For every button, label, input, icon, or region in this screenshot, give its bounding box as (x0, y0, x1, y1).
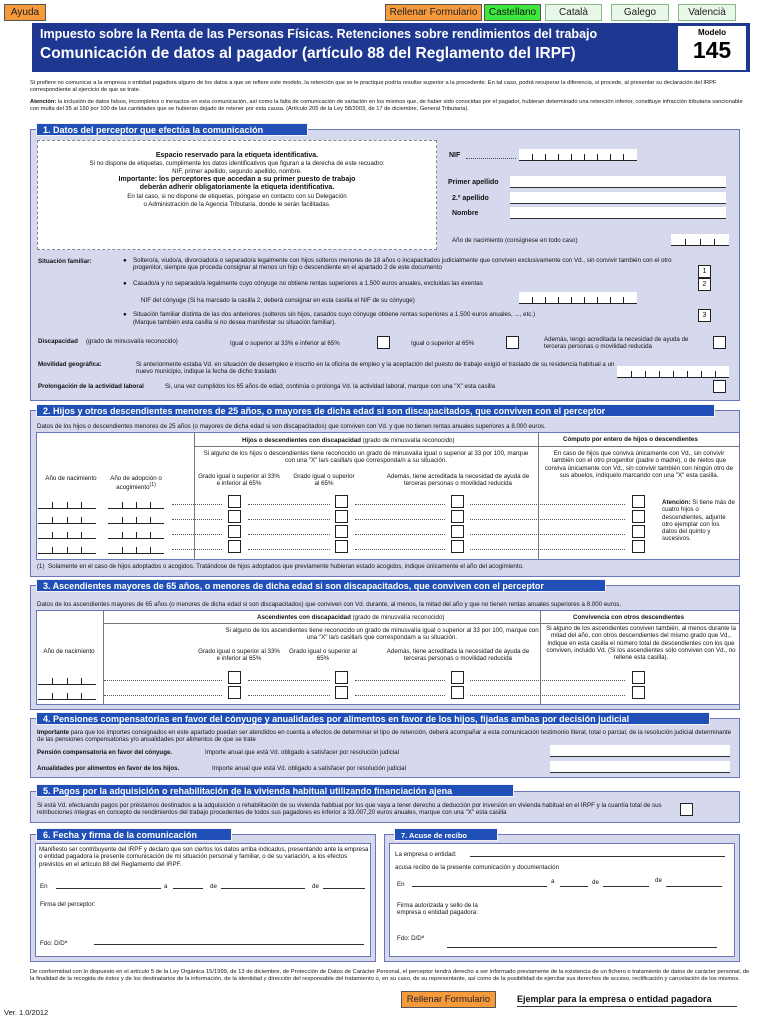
movilidad-fecha-input[interactable] (617, 366, 729, 378)
s6-text: Manifiesto ser contribuyente del IRPF y declaro que son ciertos los datos arriba indicados, presentando ante la empresa o entidad pagadora la presente comunicación de mi situación personal y familiar, o de su variación, a los efectos previstos en el artículo 88 del Reglamento del IRPF. (39, 846, 369, 868)
s3-col-33: Grado igual o superior al 33% e inferior al 65% (198, 648, 280, 663)
s4-pension-text: Importe anual que está Vd. obligado a satisfacer por resolución judicial (205, 749, 399, 756)
s2-row4-ayuda[interactable] (451, 540, 464, 553)
modelo-number: 145 (692, 37, 732, 63)
s7-en: En (397, 881, 405, 888)
section-1-title: 1. Datos del perceptor que efectúa la comunicación (36, 123, 308, 136)
bullet-2: ● (123, 280, 127, 287)
s2-col-adopcion (104, 475, 168, 492)
apellido2-label: 2.º apellido (452, 195, 489, 202)
s2-row4-computo[interactable] (632, 540, 645, 553)
s3-disc-header-title: Ascendientes con discapacidad (257, 614, 351, 621)
situacion-label: Situación familiar: (38, 258, 92, 265)
s2-row2-dots4 (470, 519, 625, 520)
s2-footnote-mark: (1) (37, 563, 45, 570)
etiqueta-line6: o Administración de la Agencia Tributaria, donde le serán facilitadas. (143, 201, 331, 208)
s2-row2-dots3 (355, 519, 445, 520)
disc-65-label: Igual o superior al 65% (411, 340, 475, 347)
s2-row1-dots3 (355, 504, 445, 505)
s2-row2-33[interactable] (228, 510, 241, 523)
etiqueta-importante: Importante: los perceptores que accedan a su primer puesto de trabajo (118, 176, 356, 183)
s7-acusa: acusa recibo de la presente comunicación y documentación (395, 864, 560, 871)
s6-en: En (40, 883, 48, 890)
etiqueta-line5: En tal caso, si no dispone de etiquetas, póngase en contacto con su Delegación (127, 193, 347, 200)
s6-a: a (164, 883, 168, 890)
s3-row2-dots2 (248, 695, 330, 696)
situacion-3-text: Situación familiar distinta de las dos anteriores (solteros sin hijos, casados cuyo cónyuge obtiene rentas superiores a 1.500 euros anuales, ..., etc.) (133, 311, 536, 318)
s3-row2-ayuda[interactable] (451, 686, 464, 699)
s2-row4-nacimiento[interactable] (38, 542, 96, 554)
situacion-3-checkbox[interactable]: 3 (698, 309, 711, 322)
s4-anual-text: Importe anual que está Vd. obligado a satisfacer por resolución judicial (212, 765, 406, 772)
prolongacion-text: Si, una vez cumplidos los 65 años de edad, continúa o prolonga Vd. la actividad laboral, marque con una "X" esta casilla (165, 383, 496, 390)
s2-row4-dots2 (248, 549, 330, 550)
s5-text: Si está Vd. efectuando pagos por préstamos destinados a la adquisición o rehabilitación de su vivienda habitual por los que vaya a tener derecho a deducción por inversión en vivienda habitual en el IRPF y la cuantía total de sus retribuciones íntegras en concepto de rendimientos del trabajo procedentes de todos sus pagadores es inferior a 33.007,20 euros anuales, marque con una "X" esta casilla (37, 802, 662, 817)
s6-firma: Firma del perceptor: (40, 901, 96, 908)
etiqueta-importante2: deberán adherir obligatoriamente la etiqueta identificativa. (139, 184, 335, 191)
s3-row2-dots4 (470, 695, 625, 696)
s2-col-ayuda: Además, tiene acreditada la necesidad de ayuda de terceras personas o movilidad reducida (386, 473, 530, 488)
s7-a: a (551, 878, 555, 885)
s2-disc-header (242, 437, 455, 444)
s3-col-65: Grado igual o superior al 65% (289, 648, 357, 663)
nacimiento-input[interactable] (671, 234, 729, 246)
s2-row1-nacimiento[interactable] (38, 497, 96, 509)
s3-row1-dots2 (248, 680, 330, 681)
s4-pension-input[interactable] (550, 745, 730, 757)
s6-fdo: Fdo: D/Dª (40, 940, 68, 947)
s3-row1-dots1 (104, 680, 222, 681)
header-line2: Comunicación de datos al pagador (artículo 88 del Reglamento del IRPF) (40, 45, 576, 62)
situacion-1-text: Soltero/a, viudo/a, divorciado/a o separado/a legalmente con hijos solteros menores de 18 años o incapacitados judicialmente que conviven exclusivamente con Vd., sin convivir también con el otro progenitor, siempre que proceda consignar al menos un hijo o descendiente en el apartado 2 de este documento (133, 257, 672, 272)
section-3-intro: Datos de los ascendientes mayores de 65 años (o menores de dicha edad si son discapacitados) que conviven con Vd. durante, al menos, la mitad del año y que no tienen rentas anuales superiores a 8.000 euros. (37, 601, 622, 608)
s2-atencion-label: Atención: (662, 499, 691, 506)
s2-row3-dots4 (470, 534, 625, 535)
s7-anio-input[interactable] (666, 886, 722, 887)
etiqueta-title: Espacio reservado para la etiqueta identificativa. (155, 152, 319, 159)
nombre-input[interactable] (510, 207, 726, 219)
etiqueta-line1: Si no dispone de etiquetas, cumplimente los datos identificativos que figuran a la derecha de este recuadro: (89, 160, 385, 167)
nacimiento-label: Año de nacimiento (consignese en todo caso) (452, 237, 578, 244)
s2-col-33: Grado igual o superior al 33% e inferior al 65% (198, 473, 280, 488)
lang-catala[interactable]: Català (545, 4, 602, 21)
s2-row1-65[interactable] (335, 495, 348, 508)
s4-importante (37, 729, 737, 744)
bullet-1: ● (123, 257, 127, 264)
s6-anio-input[interactable] (323, 888, 365, 889)
atencion-label: Atención: (30, 99, 57, 105)
s6-fdo-input[interactable] (94, 944, 364, 945)
s2-row1-dots2 (248, 504, 330, 505)
s7-fdo-input[interactable] (447, 947, 717, 948)
s2-footnote-text: Solamente en el caso de hijos adoptados o acogidos. Tratándose de hijos adoptados que previamente hubieran estado acogidos, indique únicamente el año del acogimiento. (48, 563, 524, 570)
s3-conv-text: Si alguno de los ascendientes conviven también, al menos durante la mitad del año, con otros descendientes del mismo grado que Vd., indique en esta casilla el número total de descendientes con los que conviven, incluido Vd. (Si los ascendientes sólo conviven con Vd., no rellene esta casilla). (546, 625, 736, 662)
s2-row1-computo[interactable] (632, 495, 645, 508)
section-7-inner (389, 843, 735, 957)
form-header (32, 23, 750, 72)
nif-input[interactable] (519, 149, 637, 161)
s3-row1-nacimiento[interactable] (38, 673, 96, 685)
s2-row2-65[interactable] (335, 510, 348, 523)
lang-castellano[interactable]: Castellano (484, 4, 541, 21)
s2-col-adopcion-sup: (1) (149, 482, 156, 489)
s7-firma: Firma autorizada y sello de la empresa o entidad pagadora: (397, 902, 478, 917)
movilidad-label: Movilidad geográfica: (38, 361, 102, 368)
s5-checkbox[interactable] (680, 803, 693, 816)
s3-row1-dots3 (355, 680, 445, 681)
discapacidad-sub: (grado de minusvalía reconocido) (86, 338, 178, 345)
s2-row2-nacimiento[interactable] (38, 512, 96, 524)
s6-de2: de (312, 883, 319, 890)
s2-row3-65[interactable] (335, 525, 348, 538)
intro-paragraph: Si prefiere no comunicar a la empresa o entidad pagadora alguno de los datos a que se refiere este modelo, la retención que se le practique podría resultar superior a la procedente. En tal caso, podrá recuperar la diferencia, si procede, al presentar su declaración del IRPF correspondiente al ejercicio de que se trate. (30, 80, 717, 93)
s3-disc-header-sub: (grado de minusvalía reconocido) (352, 614, 445, 621)
s3-row1-ayuda[interactable] (451, 671, 464, 684)
s7-empresa: La empresa o entidad: (395, 851, 457, 858)
footer-ejemplar: Ejemplar para la empresa o entidad pagadora (517, 994, 712, 1004)
apellido1-label: Primer apellido (448, 179, 499, 186)
s2-row2-dots1 (172, 519, 222, 520)
s2-row1-adopcion[interactable] (108, 497, 164, 509)
atencion-text: la inclusión de datos falsos, incompletos o inexactos en esta comunicación, así como la falta de comunicación de variación en los mismos que, de haber sido conocidas por el pagador, hubieran determinado una retención inferior, constituye infracción tributaria sancionable con multa del 35 al 150 por 100 de las cantidades que se hubieran dejado de retener por esta causa. (Artículo 205 de la Ley 58/2003, de 17 de diciembre, General Tributaria). (30, 99, 743, 112)
s3-row1-dots4 (470, 680, 625, 681)
s3-sep-b (540, 610, 541, 705)
s7-de1: de (592, 879, 599, 886)
s2-col-65: Grado igual o superior al 65% (293, 473, 355, 488)
s2-row4-dots3 (355, 549, 445, 550)
disc-ayuda-label: Además, tengo acreditada la necesidad de ayuda de terceras personas o movilidad reducida (544, 336, 689, 351)
movilidad-text: Si anteriormente estaba Vd. en situación de desempleo e inscrito en la oficina de empleo y la aceptación del puesto de trabajo exigió el traslado de su residencia habitual a un nuevo municipio, indique la fecha de dicho traslado (136, 361, 615, 376)
discapacidad-label: Discapacidad (38, 338, 78, 345)
s2-computo-header: Cómputo por entero de hijos o descendientes (563, 436, 698, 443)
s2-row4-65[interactable] (335, 540, 348, 553)
s2-disc-header-title: Hijos o descendientes con discapacidad (242, 437, 361, 444)
s6-de1: de (210, 883, 217, 890)
lang-galego[interactable]: Galego (611, 4, 669, 21)
s3-row2-33[interactable] (228, 686, 241, 699)
s4-importante-text: para que los importes consignados en este apartado puedan ser atendidos en cuenta a efectos de determinar el tipo de retención, deberá acompañar a esta comunicación testimonio literal, total o parcial, de la resolución judicial determinante de las pensiones compensatorias y/o anualidades por alimentos de que se trate (37, 729, 732, 744)
s3-disc-intro: Si alguno de los ascendientes tiene reconocido un grado de minusvalía igual o superior al 33 por 100, marque con una "X" la/s casilla/s que corresponda/n a su situación. (225, 627, 539, 642)
disc-33-checkbox[interactable] (377, 336, 390, 349)
s2-disc-intro: Si alguno de los hijos o descendientes tiene reconocido un grado de minusvalía igual o superior al 33 por 100, marque con una "X" la/s casilla/s que corresponda/n a su situación. (203, 450, 529, 465)
s3-row1-conv[interactable] (632, 671, 645, 684)
footer-rellenar-button[interactable]: Rellenar Formulario (401, 991, 496, 1008)
s4-anual-label: Anualidades por alimentos en favor de los hijos. (37, 765, 180, 772)
s6-mes-input[interactable] (221, 888, 305, 889)
s2-row4-dots4 (470, 549, 625, 550)
s2-row3-adopcion[interactable] (108, 527, 164, 539)
section-2-intro: Datos de los hijos o descendientes menores de 25 años (o mayores de dicha edad si son discapacitados) que conviven con Vd. y que no tienen rentas anuales superiores a 8.000 euros. (37, 423, 546, 430)
s2-row4-33[interactable] (228, 540, 241, 553)
nif-dots (466, 158, 516, 159)
s2-row2-computo[interactable] (632, 510, 645, 523)
situacion-1-checkbox[interactable]: 1 (698, 265, 711, 278)
s3-disc-header (257, 614, 444, 621)
s7-empresa-input[interactable] (470, 856, 725, 857)
s2-atencion-text: Si tiene más de cuatro hijos o descendientes, adjunte otro ejemplar con los datos del quinto y sucesivos. (662, 499, 735, 543)
s4-anual-input[interactable] (550, 761, 730, 773)
s2-row3-33[interactable] (228, 525, 241, 538)
s2-col-adopcion-text: Año de adopción o acogimiento (110, 475, 162, 492)
nombre-label: Nombre (452, 210, 479, 217)
s2-sep-h (194, 446, 740, 447)
section-2-title: 2. Hijos y otros descendientes menores de 25 años, o mayores de dicha edad si son discapacitados, que conviven con el perceptor (36, 404, 715, 417)
section-6-title: 6. Fecha y firma de la comunicación (36, 828, 232, 841)
disc-65-checkbox[interactable] (506, 336, 519, 349)
footer-ejemplar-underline (517, 1006, 737, 1007)
s7-fdo: Fdo: D/Dª (397, 935, 425, 942)
s4-importante-label: Importante (37, 729, 69, 736)
s2-row2-ayuda[interactable] (451, 510, 464, 523)
s2-row3-ayuda[interactable] (451, 525, 464, 538)
s6-lugar-input[interactable] (56, 888, 161, 889)
s3-row1-33[interactable] (228, 671, 241, 684)
s2-row2-dots2 (248, 519, 330, 520)
s2-row1-dots4 (470, 504, 625, 505)
s7-dia-input[interactable] (560, 886, 588, 887)
situacion-3b-text: (Marque también esta casilla si no desea manifestar su situación familiar). (133, 319, 336, 326)
apellido2-input[interactable] (510, 192, 726, 204)
s2-row3-computo[interactable] (632, 525, 645, 538)
nif-label: NIF (449, 152, 461, 159)
modelo-box (677, 25, 747, 71)
nif-conyuge-label: NIF del cónyuge (Si ha marcado la casilla 2, deberá consignar en esta casilla el NIF de su cónyuge) (141, 297, 415, 304)
s7-de2: de (655, 877, 662, 884)
s2-row2-adopcion[interactable] (108, 512, 164, 524)
s2-row4-adopcion[interactable] (108, 542, 164, 554)
ayuda-button[interactable]: Ayuda (4, 4, 46, 21)
s3-row2-65[interactable] (335, 686, 348, 699)
s3-sep-h (103, 623, 740, 624)
s6-dia-input[interactable] (173, 888, 203, 889)
section-3-title: 3. Ascendientes mayores de 65 años, o menores de dicha edad si son discapacitados, que conviven con el perceptor (36, 579, 606, 592)
modelo-label: Modelo (698, 28, 726, 37)
situacion-2-checkbox[interactable]: 2 (698, 278, 711, 291)
etiqueta-line2: NIF, primer apellido, segundo apellido, nombre. (172, 168, 302, 175)
s7-lugar-input[interactable] (412, 886, 547, 887)
s2-row3-dots1 (172, 534, 222, 535)
s3-col-ayuda: Además, tiene acreditada la necesidad de ayuda de terceras personas o movilidad reducida (386, 648, 530, 663)
nif-conyuge-input[interactable] (519, 292, 637, 304)
s2-row4-dots1 (172, 549, 222, 550)
bullet-3: ● (123, 311, 127, 318)
lang-valencia[interactable]: Valencià (678, 4, 736, 21)
s3-sep-a (103, 610, 104, 705)
s2-sep-b (538, 432, 539, 560)
s2-col-nacimiento: Año de nacimiento (45, 475, 97, 482)
s2-disc-header-sub: (grado de minusvalía reconocido) (362, 437, 455, 444)
s2-row1-ayuda[interactable] (451, 495, 464, 508)
s2-row1-dots1 (172, 504, 222, 505)
disc-ayuda-checkbox[interactable] (713, 336, 726, 349)
s2-footnote (37, 563, 524, 570)
atencion-paragraph (30, 99, 750, 113)
situacion-2-text: Casado/a y no separado/a legalmente cuyo cónyuge no obtiene rentas superiores a 1.500 euros anuales, excluidas las exentas (133, 280, 483, 287)
s3-col-nacimiento: Año de nacimiento (43, 648, 95, 655)
s3-conv-header: Convivencia con otros descendientes (573, 614, 685, 621)
s3-row1-65[interactable] (335, 671, 348, 684)
prolongacion-label: Prolongación de la actividad laboral (38, 383, 144, 390)
s3-row2-nacimiento[interactable] (38, 688, 96, 700)
s3-row2-dots3 (355, 695, 445, 696)
s2-sep-a (194, 432, 195, 560)
disc-33-label: Igual o superior al 33% e inferior al 65% (230, 340, 340, 347)
s3-row2-conv[interactable] (632, 686, 645, 699)
footer-legal: De conformidad con lo dispuesto en el artículo 5 de la Ley Orgánica 15/1999, de 13 de diciembre, de Protección de Datos de Carácter Personal, el perceptor tendrá derecho a ser informado previamente de la existencia de un fichero o tratamiento de datos de carácter personal, de la finalidad de la recogida de éstos y de los destinatarios de la información, de la identidad y dirección del responsable del tratamiento o, en su caso, de su representante, así como de la posibilidad de ejercitar sus derechos de acceso, rectificación y cancelación de los mismos. (30, 969, 750, 982)
s2-row3-dots2 (248, 534, 330, 535)
section-4-title: 4. Pensiones compensatorias en favor del cónyuge y anualidades por alimentos en favor de los hijos, fijadas ambas por decisión judicial (36, 712, 710, 725)
s2-row3-nacimiento[interactable] (38, 527, 96, 539)
section-7-title: 7. Acuse de recibo (394, 828, 498, 841)
section-5-title: 5. Pagos por la adquisición o rehabilitación de la vivienda habitual utilizando financiación ajena (36, 784, 514, 797)
s2-atencion (662, 499, 736, 543)
s2-row1-33[interactable] (228, 495, 241, 508)
s4-pension-label: Pensión compensatoria en favor del cónyuge. (37, 749, 173, 756)
s2-computo-text: En caso de hijos que conviva únicamente con Vd., sin convivir también con el otro progenitor (padre o madre), o de nietos que conviva únicamente con Vd., sin convivir también con ningún otro de sus abuelos, indíquelo marcando con una "X" esta casilla. (544, 450, 734, 479)
prolongacion-checkbox[interactable] (713, 380, 726, 393)
rellenar-formulario-button[interactable]: Rellenar Formulario (385, 4, 482, 21)
s2-row3-dots3 (355, 534, 445, 535)
s3-row2-dots1 (104, 695, 222, 696)
footer-version: Ver. 1.0/2012 (4, 1008, 49, 1017)
apellido1-input[interactable] (510, 176, 726, 188)
s7-mes-input[interactable] (603, 886, 649, 887)
header-line1: Impuesto sobre la Renta de las Personas Físicas. Retenciones sobre rendimientos del trabajo (40, 27, 598, 41)
